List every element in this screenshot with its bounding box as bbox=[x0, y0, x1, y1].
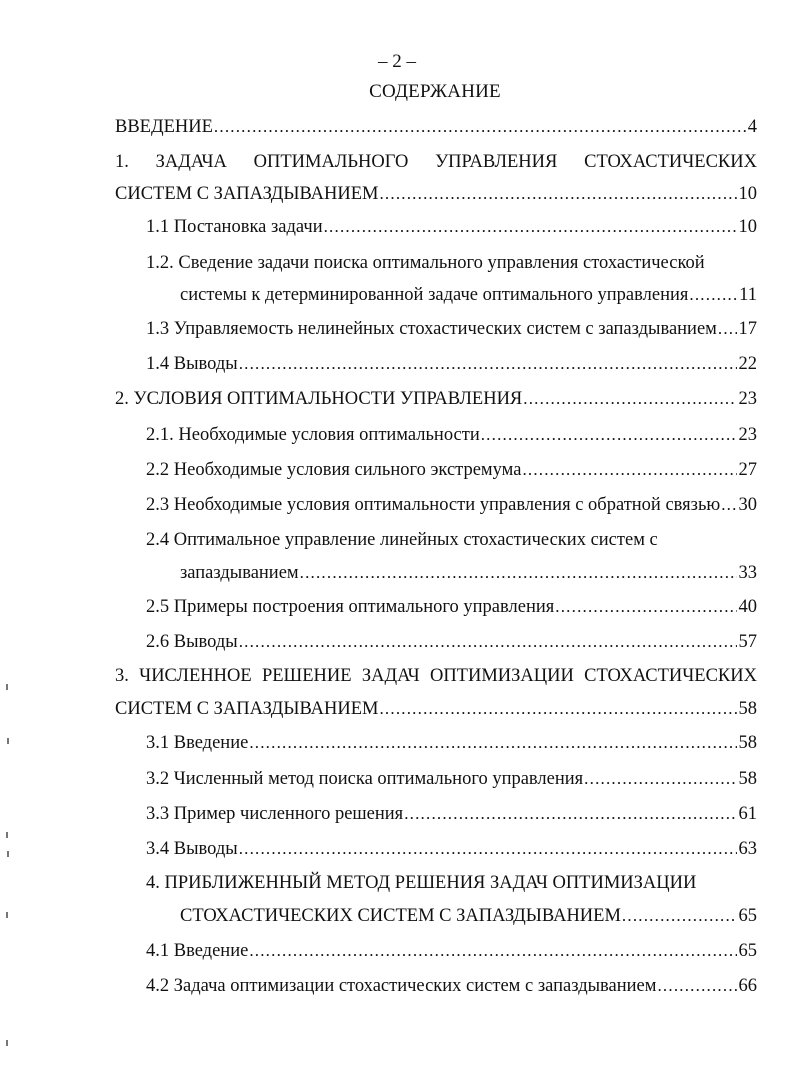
dot-leader bbox=[689, 283, 737, 307]
toc-entry-page: 4 bbox=[747, 117, 757, 137]
toc-chapter-3-line1: 3. ЧИСЛЕННОЕ РЕШЕНИЕ ЗАДАЧ ОПТИМИЗАЦИИ СТОХАСТИЧЕСКИХ bbox=[115, 666, 757, 686]
toc-entry-page: 10 bbox=[738, 217, 757, 237]
toc-entry-label: 3.1 Введение bbox=[146, 733, 249, 753]
toc-entry-page: 22 bbox=[738, 354, 757, 374]
toc-entry-label: 1.3 Управляемость нелинейных стохастических систем с запаздыванием bbox=[146, 319, 717, 339]
dot-leader bbox=[379, 697, 736, 721]
toc-entry-page: 11 bbox=[739, 285, 757, 305]
toc-entry-2-3 bbox=[146, 493, 757, 517]
toc-entry-page: 65 bbox=[738, 906, 757, 926]
toc-entry-3-2 bbox=[146, 767, 757, 791]
toc-entry-page: 58 bbox=[738, 699, 757, 719]
toc-entry-chapter-2 bbox=[115, 387, 757, 411]
toc-entry-2-1 bbox=[146, 423, 757, 447]
toc-entry-page: 17 bbox=[738, 319, 757, 339]
toc-entry-label: 3.2 Численный метод поиска оптимального управления bbox=[146, 769, 584, 789]
toc-entry-label: 2.6 Выводы bbox=[146, 632, 238, 652]
toc-entry-label: СИСТЕМ С ЗАПАЗДЫВАНИЕМ bbox=[115, 184, 379, 204]
dot-leader bbox=[379, 182, 736, 206]
toc-entry-label: 2.5 Примеры построения оптимального управления bbox=[146, 597, 555, 617]
dot-leader bbox=[523, 387, 736, 411]
dot-leader bbox=[481, 423, 737, 447]
toc-entry-page: 27 bbox=[738, 460, 757, 480]
scan-speck bbox=[6, 1040, 8, 1046]
toc-entry-label: 3.3 Пример численного решения bbox=[146, 804, 404, 824]
toc-entry-1-1 bbox=[146, 215, 757, 239]
dot-leader bbox=[239, 630, 737, 654]
toc-chapter-1-line1: 1. ЗАДАЧА ОПТИМАЛЬНОГО УПРАВЛЕНИЯ СТОХАСТИЧЕСКИХ bbox=[115, 152, 757, 172]
toc-entry-3-4 bbox=[146, 837, 757, 861]
toc-entry-label: 4.1 Введение bbox=[146, 941, 249, 961]
scan-speck bbox=[7, 738, 9, 744]
toc-title: СОДЕРЖАНИЕ bbox=[369, 81, 501, 102]
toc-entry-label: 4. ПРИБЛИЖЕННЫЙ МЕТОД РЕШЕНИЯ ЗАДАЧ ОПТИМИЗАЦИИ bbox=[146, 873, 697, 893]
toc-entry-4-2 bbox=[146, 974, 757, 998]
toc-entry-label: 2. УСЛОВИЯ ОПТИМАЛЬНОСТИ УПРАВЛЕНИЯ bbox=[115, 389, 523, 409]
toc-entry-page: 63 bbox=[738, 839, 757, 859]
toc-entry-intro bbox=[115, 115, 757, 139]
toc-entry-page: 65 bbox=[738, 941, 757, 961]
toc-entry-1-4 bbox=[146, 352, 757, 376]
toc-entry-label: 1.2. Сведение задачи поиска оптимального управления стохастической bbox=[146, 253, 705, 273]
toc-entry-2-4-line1 bbox=[146, 528, 757, 552]
scan-speck bbox=[6, 684, 8, 690]
toc-entry-2-2 bbox=[146, 458, 757, 482]
toc-entry-label: 2.2 Необходимые условия сильного экстремума bbox=[146, 460, 522, 480]
toc-entry-1-2 bbox=[180, 283, 757, 307]
dot-leader bbox=[718, 317, 737, 341]
toc-entry-page: 61 bbox=[738, 804, 757, 824]
dot-leader bbox=[584, 767, 736, 791]
toc-entry-page: 10 bbox=[738, 184, 757, 204]
toc-entry-chapter-4 bbox=[180, 904, 757, 928]
toc-entry-1-3 bbox=[146, 317, 757, 341]
toc-entry-2-5 bbox=[146, 595, 757, 619]
dot-leader bbox=[657, 974, 736, 998]
scan-speck bbox=[6, 832, 8, 838]
toc-entry-page: 40 bbox=[738, 597, 757, 617]
toc-entry-page: 58 bbox=[738, 769, 757, 789]
toc-entry-page: 30 bbox=[738, 495, 757, 515]
toc-entry-page: 58 bbox=[738, 733, 757, 753]
dot-leader bbox=[721, 493, 736, 517]
toc-entry-label: 1.4 Выводы bbox=[146, 354, 238, 374]
toc-entry-label: СИСТЕМ С ЗАПАЗДЫВАНИЕМ bbox=[115, 699, 379, 719]
toc-entry-page: 66 bbox=[738, 976, 757, 996]
toc-entry-label: 3.4 Выводы bbox=[146, 839, 238, 859]
toc-entry-1-2-line1 bbox=[146, 251, 757, 275]
toc-entry-3-3 bbox=[146, 802, 757, 826]
dot-leader bbox=[324, 215, 737, 239]
dot-leader bbox=[249, 731, 736, 755]
dot-leader bbox=[555, 595, 736, 619]
toc-entry-chapter-3 bbox=[115, 697, 757, 721]
dot-leader bbox=[214, 115, 746, 139]
dot-leader bbox=[249, 939, 736, 963]
toc-entry-label: 1.1 Постановка задачи bbox=[146, 217, 323, 237]
toc-entry-label: 2.1. Необходимые условия оптимальности bbox=[146, 425, 480, 445]
toc-entry-2-4 bbox=[180, 561, 757, 585]
toc-entry-3-1 bbox=[146, 731, 757, 755]
toc-chapter-4-line1 bbox=[146, 871, 757, 895]
toc-entry-page: 23 bbox=[738, 425, 757, 445]
dot-leader bbox=[404, 802, 736, 826]
dot-leader bbox=[622, 904, 737, 928]
scan-speck bbox=[7, 851, 9, 857]
toc-entry-label: системы к детерминированной задаче оптимального управления bbox=[180, 285, 689, 305]
toc-entry-4-1 bbox=[146, 939, 757, 963]
toc-entry-label: 2.3 Необходимые условия оптимальности управления с обратной связью bbox=[146, 495, 721, 515]
page-number: – 2 – bbox=[378, 51, 416, 72]
toc-entry-page: 23 bbox=[738, 389, 757, 409]
toc-entry-2-6 bbox=[146, 630, 757, 654]
toc-entry-page: 57 bbox=[738, 632, 757, 652]
toc-entry-chapter-1 bbox=[115, 182, 757, 206]
dot-leader bbox=[239, 837, 737, 861]
dot-leader bbox=[239, 352, 737, 376]
dot-leader bbox=[300, 561, 737, 585]
toc-entry-label: запаздыванием bbox=[180, 563, 299, 583]
dot-leader bbox=[522, 458, 736, 482]
toc-entry-label: СТОХАСТИЧЕСКИХ СИСТЕМ С ЗАПАЗДЫВАНИЕМ bbox=[180, 906, 621, 926]
toc-entry-label: ВВЕДЕНИЕ bbox=[115, 117, 213, 137]
scan-speck bbox=[6, 912, 8, 918]
toc-entry-label: 4.2 Задача оптимизации стохастических систем с запаздыванием bbox=[146, 976, 657, 996]
toc-entry-label: 2.4 Оптимальное управление линейных стохастических систем с bbox=[146, 530, 658, 550]
toc-entry-page: 33 bbox=[738, 563, 757, 583]
